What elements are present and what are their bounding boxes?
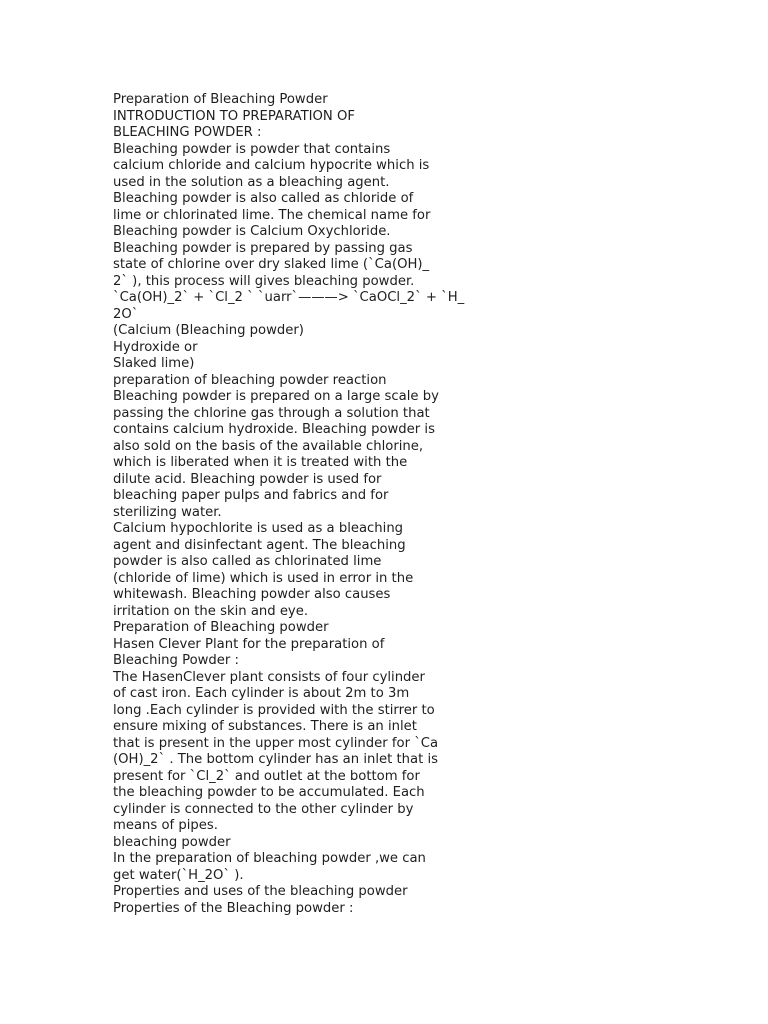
text-line: bleaching powder <box>113 834 231 850</box>
text-line: of cast iron. Each cylinder is about 2m to 3m <box>113 686 410 701</box>
text-line: also sold on the basis of the available chlorine, <box>113 438 424 454</box>
text-line: Bleaching powder is Calcium Oxychloride. <box>113 224 391 239</box>
text-line: the bleaching powder to be accumulated. Each <box>113 785 425 800</box>
text-line: (OH)_2` . The bottom cylinder has an inlet that is <box>113 752 438 767</box>
text-line: dilute acid. Bleaching powder is used for <box>113 471 382 487</box>
text-line: INTRODUCTION TO PREPARATION OF <box>113 108 355 124</box>
text-line: 2` ), this process will gives bleaching powder. <box>113 273 415 289</box>
text-line: Bleaching powder is prepared on a large scale by <box>113 389 439 404</box>
text-line: Bleaching powder is also called as chloride of <box>113 191 414 206</box>
text-line: passing the chlorine gas through a solution that <box>113 405 430 421</box>
text-line: Bleaching powder is prepared by passing gas <box>113 240 413 256</box>
text-line: Slaked lime) <box>113 356 195 371</box>
text-line: bleaching paper pulps and fabrics and for <box>113 488 389 503</box>
text-line: get water(`H_2O` ). <box>113 867 244 883</box>
text-line: long .Each cylinder is provided with the stirrer to <box>113 702 435 718</box>
text-line: Properties of the Bleaching powder : <box>113 900 354 916</box>
text-line: ensure mixing of substances. There is an inlet <box>113 719 417 734</box>
text-line: Bleaching Powder : <box>113 653 239 668</box>
text-line: (Calcium (Bleaching powder) <box>113 323 304 338</box>
text-line: whitewash. Bleaching powder also causes <box>113 587 391 602</box>
text-line: `Ca(OH)_2` + `Cl_2 ` `uarr`———> `CaOCl_2` + `H_ <box>113 290 465 305</box>
text-line: Preparation of Bleaching powder <box>113 620 329 635</box>
text-line: Preparation of Bleaching Powder <box>113 92 328 107</box>
text-line: powder is also called as chlorinated lime <box>113 554 382 569</box>
text-line: BLEACHING POWDER : <box>113 125 262 140</box>
text-line: Hasen Clever Plant for the preparation of <box>113 636 385 652</box>
text-line: Bleaching powder is powder that contains <box>113 141 391 157</box>
text-line: means of pipes. <box>113 818 218 833</box>
text-line: irritation on the skin and eye. <box>113 603 309 619</box>
text-line: contains calcium hydroxide. Bleaching powder is <box>113 422 435 437</box>
text-line: Calcium hypochlorite is used as a bleaching <box>113 521 404 536</box>
text-line: preparation of bleaching powder reaction <box>113 372 387 388</box>
text-line: Properties and uses of the bleaching powder <box>113 884 408 899</box>
text-line: present for `Cl_2` and outlet at the bottom for <box>113 768 420 784</box>
text-line: agent and disinfectant agent. The bleaching <box>113 537 406 553</box>
text-line: In the preparation of bleaching powder ,we can <box>113 851 426 866</box>
document-text <box>113 92 493 917</box>
text-line: sterilizing water. <box>113 504 222 520</box>
text-line: The HasenClever plant consists of four cylinder <box>113 669 425 685</box>
text-line: cylinder is connected to the other cylinder by <box>113 801 414 817</box>
text-line: state of chlorine over dry slaked lime (`Ca(OH)_ <box>113 257 430 272</box>
text-line: Hydroxide or <box>113 339 198 355</box>
text-line: used in the solution as a bleaching agent. <box>113 174 390 190</box>
text-line: calcium chloride and calcium hypocrite which is <box>113 158 430 173</box>
text-line: (chloride of lime) which is used in error in the <box>113 570 414 586</box>
text-line: that is present in the upper most cylinder for `Ca <box>113 735 439 751</box>
text-line: 2O` <box>113 306 139 322</box>
text-line: lime or chlorinated lime. The chemical name for <box>113 207 431 223</box>
text-line: which is liberated when it is treated with the <box>113 455 408 470</box>
